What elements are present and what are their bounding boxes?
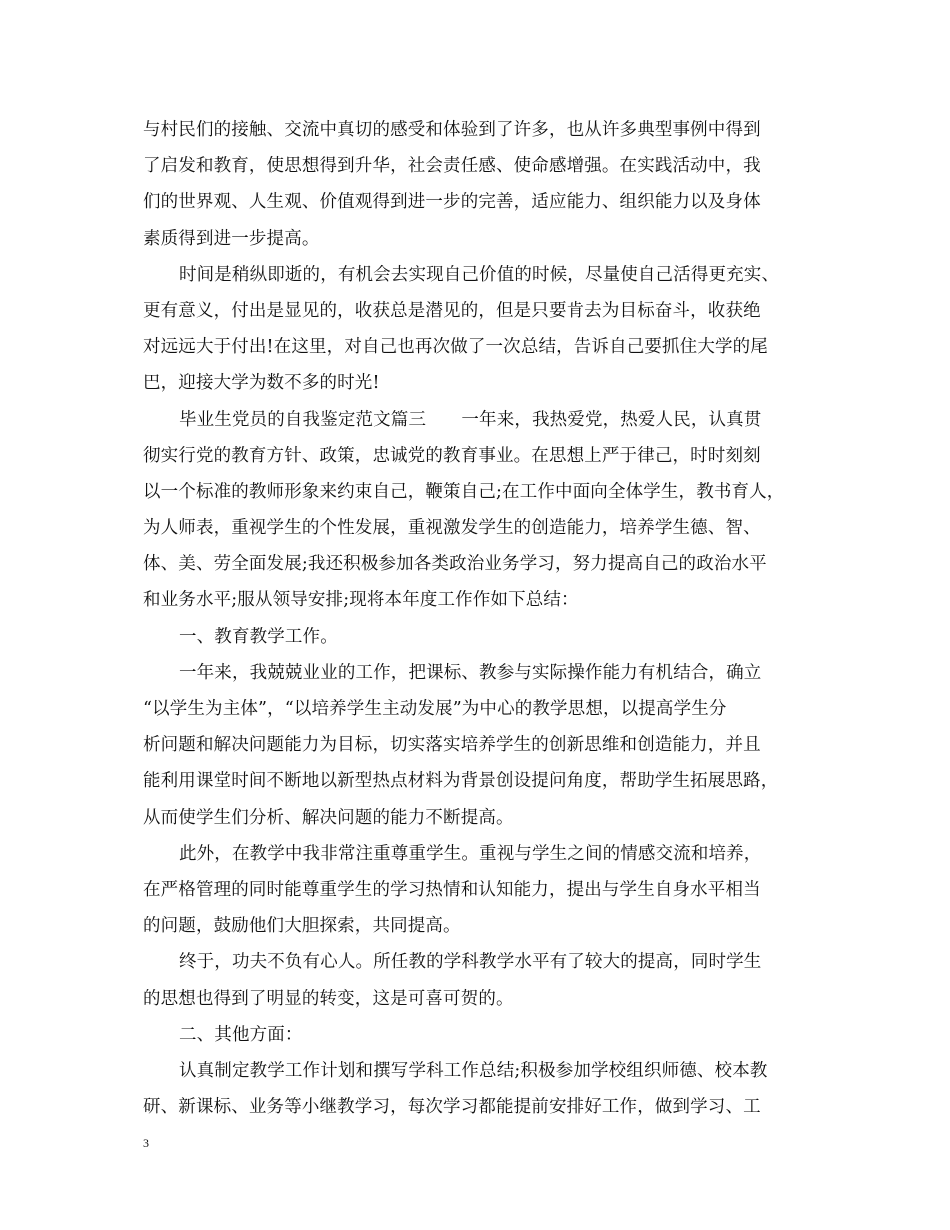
text-line: 体、美、劳全面发展;我还积极参加各类政治业务学习，努力提高自己的政治水平 xyxy=(143,554,767,575)
section-heading: 一、教育教学工作。 xyxy=(179,626,338,647)
text-line: 素质得到进一步提高。 xyxy=(143,228,320,249)
text-line: 能利用课堂时间不断地以新型热点材料为背景创设提问角度，帮助学生拓展思路， xyxy=(143,771,779,792)
text-line: 和业务水平;服从领导安排;现将本年度工作作如下总结： xyxy=(143,590,579,611)
text-line: 们的世界观、人生观、价值观得到进一步的完善，适应能力、组织能力以及身体 xyxy=(143,192,761,213)
text-line: 研、新课标、业务等小继教学习，每次学习都能提前安排好工作，做到学习、工 xyxy=(143,1097,761,1118)
paragraph-start-line: 时间是稍纵即逝的，有机会去实现自己价值的时候，尽量使自己活得更充实、 xyxy=(179,264,780,285)
text-line: 对远远大于付出!在这里，对自己也再次做了一次总结，告诉自己要抓住大学的尾 xyxy=(143,337,768,358)
text-line: 巴，迎接大学为数不多的时光! xyxy=(143,373,380,394)
text-line: “以学生为主体”，“以培养学生主动发展”为中心的教学思想，以提高学生分 xyxy=(143,699,727,719)
document-body xyxy=(143,112,813,1125)
text-line: 了启发和教育，使思想得到升华，社会责任感、使命感增强。在实践活动中，我 xyxy=(143,156,761,177)
text-line: 析问题和解决问题能力为目标，切实落实培养学生的创新思维和创造能力，并且 xyxy=(143,735,761,756)
paragraph-start-line: 终于，功夫不负有心人。所任教的学科教学水平有了较大的提高，同时学生 xyxy=(179,952,762,973)
text-line: 的思想也得到了明显的转变，这是可喜可贺的。 xyxy=(143,988,514,1009)
paragraph-start-line: 一年来，我兢兢业业的工作，把课标、教参与实际操作能力有机结合，确立 xyxy=(179,662,762,683)
paragraph-start-line: 此外，在教学中我非常注重尊重学生。重视与学生之间的情感交流和培养， xyxy=(179,843,762,864)
text-line: 以一个标准的教师形象来约束自己，鞭策自己;在工作中面向全体学生，教书育人， xyxy=(143,481,785,502)
text-line: 彻实行党的教育方针、政策，忠诚党的教育事业。在思想上严于律己，时时刻刻 xyxy=(143,445,761,466)
text-line: 更有意义，付出是显见的，收获总是潜见的，但是只要肯去为目标奋斗，收获绝 xyxy=(143,300,761,321)
paragraph-start-line: 认真制定教学工作计划和撰写学科工作总结;积极参加学校组织师德、校本教 xyxy=(179,1060,768,1081)
section-title-line: 毕业生党员的自我鉴定范文篇三 一年来，我热爱党，热爱人民，认真贯 xyxy=(179,409,762,430)
text-line: 与村民们的接触、交流中真切的感受和体验到了许多，也从许多典型事例中得到 xyxy=(143,120,761,140)
text-line: 为人师表，重视学生的个性发展，重视激发学生的创造能力，培养学生德、智、 xyxy=(143,518,761,539)
text-line: 在严格管理的同时能尊重学生的学习热情和认知能力，提出与学生自身水平相当 xyxy=(143,879,761,900)
section-heading: 二、其他方面： xyxy=(179,1024,303,1045)
page-number: 3 xyxy=(143,1136,149,1150)
text-line: 的问题，鼓励他们大胆探索，共同提高。 xyxy=(143,916,461,937)
text-line: 从而使学生们分析、解决问题的能力不断提高。 xyxy=(143,807,514,828)
